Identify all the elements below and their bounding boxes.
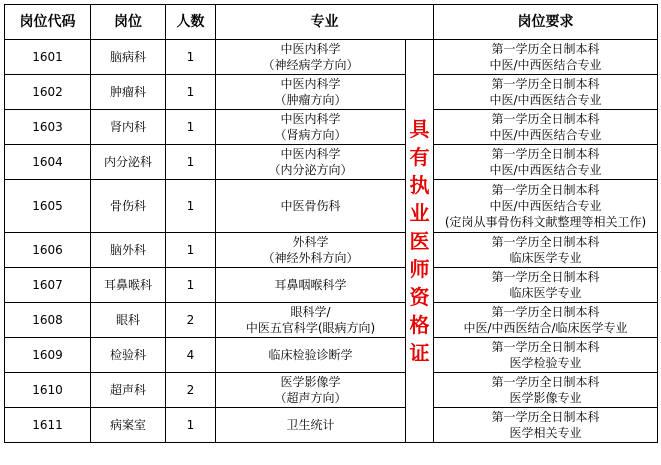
cell-count: 1 [166,408,216,443]
cell-post: 病案室 [91,408,166,443]
cell-major: 中医内科学 （内分泌方向） [216,145,406,180]
table-row [5,303,658,338]
cell-major: 外科学 （神经外科方向） [216,233,406,268]
table-row [5,40,658,75]
cell-requirement: 第一学历全日制本科 医学相关专业 [434,408,658,443]
merged-requirement-char: 资 [409,285,430,309]
cell-requirement: 第一学历全日制本科 医学检验专业 [434,338,658,373]
cell-code: 1606 [5,233,91,268]
cell-post: 检验科 [91,338,166,373]
merged-requirement-char: 业 [409,201,430,225]
cell-count: 1 [166,268,216,303]
header-row [5,5,658,40]
cell-code: 1605 [5,180,91,233]
cell-count: 1 [166,145,216,180]
cell-count: 1 [166,180,216,233]
cell-post: 脑病科 [91,40,166,75]
cell-count: 2 [166,373,216,408]
merged-requirement-char: 格 [409,313,430,337]
cell-code: 1601 [5,40,91,75]
cell-major: 眼科学/ 中医五官科学(眼病方向) [216,303,406,338]
cell-code: 1609 [5,338,91,373]
table-row [5,180,658,233]
cell-major: 卫生统计 [216,408,406,443]
cell-major: 中医骨伤科 [216,180,406,233]
cell-major: 医学影像学 （超声方向） [216,373,406,408]
merged-requirement-char: 证 [409,341,430,365]
cell-requirement: 第一学历全日制本科 中医/中西医结合/临床医学专业 [434,303,658,338]
cell-requirement: 第一学历全日制本科 中医/中西医结合专业 [434,110,658,145]
cell-code: 1608 [5,303,91,338]
header-count: 人数 [166,5,216,40]
cell-requirement: 第一学历全日制本科 中医/中西医结合专业 (定岗从事骨伤科文献整理等相关工作) [434,180,658,233]
cell-count: 1 [166,40,216,75]
merged-requirement-cell [406,40,434,443]
cell-code: 1602 [5,75,91,110]
cell-major: 临床检验诊断学 [216,338,406,373]
table-body [5,40,658,443]
cell-major: 中医内科学 （肿瘤方向） [216,75,406,110]
cell-requirement: 第一学历全日制本科 中医/中西医结合专业 [434,40,658,75]
cell-post: 耳鼻喉科 [91,268,166,303]
cell-post: 脑外科 [91,233,166,268]
header-major: 专业 [216,5,434,40]
cell-code: 1610 [5,373,91,408]
table-row [5,145,658,180]
table-row [5,338,658,373]
cell-major: 中医内科学 （神经病学方向） [216,40,406,75]
recruitment-table [4,4,658,443]
cell-code: 1611 [5,408,91,443]
table-row [5,268,658,303]
cell-post: 骨伤科 [91,180,166,233]
cell-requirement: 第一学历全日制本科 中医/中西医结合专业 [434,145,658,180]
cell-post: 眼科 [91,303,166,338]
table-row [5,110,658,145]
cell-code: 1603 [5,110,91,145]
cell-requirement: 第一学历全日制本科 医学影像专业 [434,373,658,408]
merged-requirement-char: 师 [409,257,430,281]
header-code: 岗位代码 [5,5,91,40]
cell-post: 内分泌科 [91,145,166,180]
cell-count: 1 [166,110,216,145]
cell-code: 1604 [5,145,91,180]
merged-requirement-char: 医 [409,229,430,253]
cell-count: 1 [166,75,216,110]
header-requirement: 岗位要求 [434,5,658,40]
table-row [5,408,658,443]
table-row [5,75,658,110]
cell-requirement: 第一学历全日制本科 中医/中西医结合专业 [434,75,658,110]
cell-count: 4 [166,338,216,373]
cell-post: 肾内科 [91,110,166,145]
cell-count: 2 [166,303,216,338]
cell-major: 中医内科学 （肾病方向） [216,110,406,145]
merged-requirement-char: 有 [409,145,430,169]
cell-code: 1607 [5,268,91,303]
table-row [5,233,658,268]
cell-post: 肿瘤科 [91,75,166,110]
merged-requirement-char: 执 [409,173,430,197]
cell-post: 超声科 [91,373,166,408]
cell-requirement: 第一学历全日制本科 临床医学专业 [434,268,658,303]
cell-major: 耳鼻咽喉科学 [216,268,406,303]
cell-requirement: 第一学历全日制本科 临床医学专业 [434,233,658,268]
header-post: 岗位 [91,5,166,40]
merged-requirement-char: 具 [409,117,430,141]
cell-count: 1 [166,233,216,268]
table-row [5,373,658,408]
